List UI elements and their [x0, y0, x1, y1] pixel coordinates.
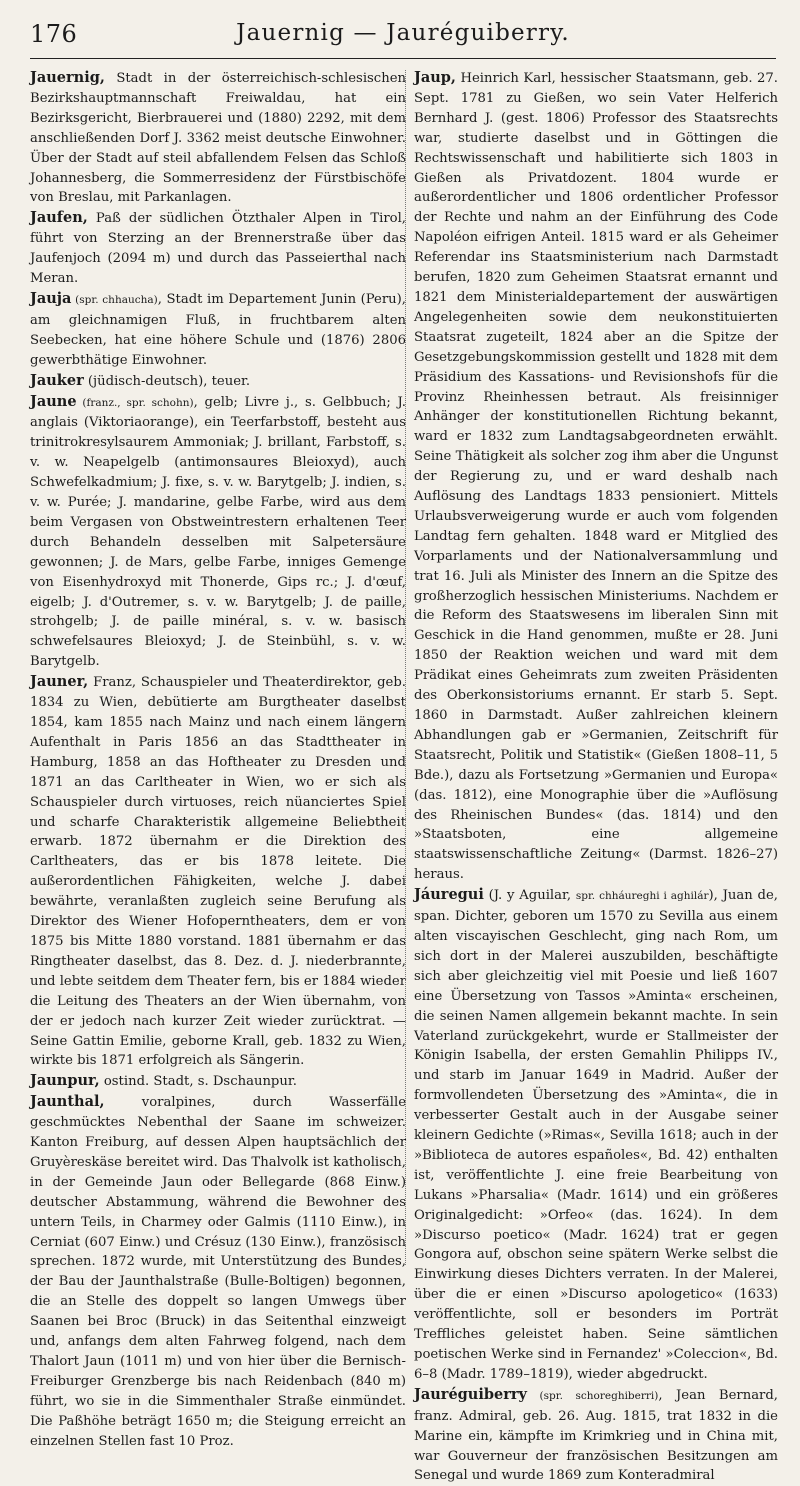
running-head: Jauernig — Jauréguiberry.	[236, 20, 570, 46]
left-column	[30, 68, 406, 1449]
headword: Jaufen,	[30, 209, 88, 227]
headword: Jáuregui	[414, 886, 484, 904]
headword: Jauréguiberry	[414, 1385, 527, 1403]
entry-jauner	[30, 672, 406, 1071]
entry-jaup	[414, 68, 778, 885]
entry-text: , gelb; Livre j., s. Gelbbuch; J. anglais (Viktoriaorange), ein Teerfarbstoff, besteht aus trinitrokresylsaurem Ammoniak; J. brillant, Farbstoff, s. v. w. Neapelgelb (antimonsaures Bleioxyd), auch Schwefelkadmium; J. fixe, s. v. w. Barytgelb; J. indien, s. v. w. Purée; J. mandarine, gelbe Farbe, wird aus dem beim Vergasen von Obstweintrestern erhaltenen Teer durch Behandeln desselben mit Salpetersäure gewonnen; J. de Mars, gelbe Farbe, inniges Gemenge von Eisenhydroxyd mit Thonerde, Gips rc.; J. d'œuf, eigelb; J. d'Outremer, s. v. w. Barytgelb; J. de paille, strohgelb; J. de paille minéral, s. v. w. basisch schwefelsaures Bleioxyd; J. de Steinbühl, s. v. w. Barytgelb.	[30, 394, 406, 670]
entry-text: ostind. Stadt, s. Dschaunpur.	[99, 1074, 297, 1090]
entry-jaunpur	[30, 1071, 406, 1092]
entry-jauker	[30, 371, 406, 392]
pronunciation: (spr. schoreghiberri)	[526, 1389, 659, 1402]
headword: Jauner,	[30, 673, 89, 691]
entry-text: (J. y Aguilar,	[483, 888, 576, 904]
pronunciation: (franz., spr. schohn)	[76, 396, 194, 409]
entry-jauja	[30, 289, 406, 371]
entry-text: Paß der südlichen Ötzthaler Alpen in Tirol, führt von Sterzing an der Brennerstraße über das Jaufenjoch (2094 m) und durch das Passeierthal nach Meran.	[30, 211, 406, 287]
entry-jaunthal	[30, 1092, 406, 1451]
entry-jauregui	[414, 885, 778, 1385]
pronunciation: spr. chháureghi i aghilár	[575, 890, 709, 903]
entry-text: Heinrich Karl, hessischer Staatsmann, geb. 27. Sept. 1781 zu Gießen, wo sein Vater Helferich Bernhard J. (gest. 1806) Professor des Staatsrechts war, studierte daselbst und in Göttingen die Rechtswissenschaft und habilitierte sich 1803 in Gießen als Privatdozent. 1804 wurde er außerordentlicher und 1806 ordentlicher Professor der Rechte und nahm an der Einführung des Code Napoléon eifrigen Anteil. 1815 ward er als Geheimer Referendar ins Staatsministerium nach Darmstadt berufen, 1820 zum Geheimen Staatsrat ernannt und 1821 dem Ministerialdepartement der auswärtigen Angelegenheiten sowie dem neukonstituierten Staatsrat zugeteilt, 1824 aber an die Spitze der Gesetzgebungskommission gestellt und 1828 mit dem Präsidium des Kassations- und Revisionshofs für die Provinz Rheinhessen betraut. Als freisinniger Anhänger der konstitutionellen Richtung bekannt, ward er 1832 zum Landtagsabgeordneten erwählt. Seine Thätigkeit als solcher zog ihm aber die Ungunst der Regierung zu, und er ward deshalb nach Auflösung des Landtags 1833 pensioniert. Mittels Urlaubsverweigerung wurde er auch vom folgenden Landtag fern gehalten. 1848 ward er Mitglied des Vorparlaments und der Nationalversammlung und trat 16. Juli als Minister des Innern an die Spitze des großherzoglich hessischen Ministeriums. Nachdem er die Reform des Staatswesens im liberalen Sinn mit Geschick in die Hand genommen, mußte er 28. Juni 1850 der Reaktion weichen und ward mit dem Prädikat eines Geheimrats zum zweiten Präsidenten des Oberkonsistoriums ernannt. Er starb 5. Sept. 1860 in Darmstadt. Außer zahlreichen kleinern Abhandlungen gab er »Germanien, Zeitschrift für Staatsrecht, Politik und Statistik« (Gießen 1808–11, 5 Bde.), dazu als Fortsetzung »Germanien und Europa« (das. 1812), eine Monographie über die »Auflösung des Rheinischen Bundes« (das. 1814) und den »Staatsboten, eine allgemeine staatswissenschaftliche Zeitung« (Darmst. 1826–27) heraus.	[414, 71, 778, 883]
page-header	[30, 14, 776, 59]
headword: Jaunthal,	[30, 1093, 105, 1111]
entry-text: , Jean Bernard, franz. Admiral, geb. 26. Aug. 1815, trat 1832 in die Marine ein, kämpfte im Krimkrieg und in China mit, war Gouverneur der französischen Besitzungen am Senegal und wurde 1869 zum Konteradmiral	[414, 1387, 778, 1484]
entry-text-cont: ), Juan de, span. Dichter, geboren um 1570 zu Sevilla aus einem alten viscayischen Geschlecht, ging nach Rom, um sich dort in der Malerei auszubilden, beschäftigte sich aber gleichzeitig viel mit Poesie und ließ 1607 eine Übersetzung von Tassos »Aminta« erscheinen, die seinen Namen allgemein bekannt machte. In sein Vaterland zurückgekehrt, wurde er Stallmeister der Königin Isabella, der ersten Gemahlin Philipps IV., und starb im Januar 1649 in Madrid. Außer der formvollendeten Übersetzung des »Aminta«, die in verbesserter Gestalt auch in der Ausgabe seiner kleinern Gedichte (»Rimas«, Sevilla 1618; auch in der »Biblioteca de autores españoles«, Bd. 42) enthalten ist, veröffentlichte J. eine freie Bearbeitung von Lukans »Pharsalia« (Madr. 1614) und ein größeres Originalgedicht: »Orfeo« (das. 1624). In dem »Discurso poetico« (Madr. 1624) trat er gegen Gongora auf, obschon seine spätern Werke selbst die Einwirkung dieses Dichters verraten. In der Malerei, über die er einen »Discurso apologetico« (1633) veröffentlichte, soll er besonders im Porträt Treffliches geleistet haben. Seine sämtlichen poetischen Werke sind in Fernandez' »Coleccion«, Bd. 6–8 (Madr. 1789–1819), wieder abgedruckt.	[414, 888, 778, 1382]
entry-text: (jüdisch-deutsch), teuer.	[83, 373, 251, 389]
headword: Jaunpur,	[30, 1072, 100, 1090]
entry-jaufen	[30, 208, 406, 289]
right-column	[414, 68, 778, 1484]
entry-text: Stadt in der österreichisch-schlesischen Bezirkshauptmannschaft Freiwaldau, hat ein Bezirksgericht, Bierbrauerei und (1880) 2292, mit dem anschließenden Dorf J. 3362 meist deutsche Einwohner. Über der Stadt auf steil abfallendem Felsen das Schloß Johannesberg, die Sommerresidenz der Fürstbischöfe von Breslau, mit Parkanlagen.	[30, 71, 406, 206]
entry-jaureguiberry	[414, 1385, 778, 1486]
headword: Jaune	[30, 392, 77, 410]
page-number: 176	[30, 20, 78, 48]
entry-jauernig	[30, 68, 406, 208]
headword: Jauernig,	[30, 69, 105, 86]
entry-jaune	[30, 392, 406, 673]
headword: Jauker	[30, 371, 84, 389]
entry-text: voralpines, durch Wasserfälle geschmücktes Nebenthal der Saane im schweizer. Kanton Freiburg, auf dessen Alpen hauptsächlich der Gruyèreskäse bereitet wird. Das Thalvolk ist katholisch, in der Gemeinde Jaun oder Bellegarde (868 Einw.) deutscher Abstammung, während die Bewohner des untern Teils, in Charmey oder Galmis (1110 Einw.), in Cerniat (607 Einw.) und Crésuz (130 Einw.), französisch sprechen. 1872 wurde, mit Unterstützung des Bundes, der Bau der Jaunthalstraße (Bulle-Boltigen) begonnen, die an Stelle des doppelt so langen Umwegs über Saanen bei Broc (Bruck) in das Seitenthal einzweigt und, anfangs dem alten Fahrweg folgend, nach dem Thalort Jaun (1011 m) und von hier über die Bernisch-Freiburger Grenzberge bis nach Reidenbach (840 m) führt, wo sie in die Simmenthaler Straße einmündet. Die Paßhöhe beträgt 1650 m; die Steigung erreicht an einzelnen Stellen fast 10 Proz.	[30, 1095, 406, 1449]
column-divider	[405, 70, 406, 1265]
entry-text: , Stadt im Departement Junin (Peru), am gleichnamigen Fluß, in fruchtbarem alten Seebecken, hat eine höhere Schule und (1876) 2806 gewerbthätige Einwohner.	[30, 291, 406, 368]
headword: Jaup,	[414, 69, 456, 86]
entry-text: Franz, Schauspieler und Theaterdirektor, geb. 1834 zu Wien, debütierte am Burgtheater daselbst 1854, kam 1855 nach Mainz und nach einem längern Aufenthalt in Paris 1856 an das Stadttheater in Hamburg, 1858 an das Hoftheater zu Dresden und 1871 an das Carltheater in Wien, wo er sich als Schauspieler durch virtuoses, reich nüanciertes Spiel und scharfe Charakteristik allgemeine Beliebtheit erwarb. 1872 übernahm er die Direktion des Carltheaters, das er bis 1878 leitete. Die außerordentlichen Fähigkeiten, welche J. dabei bewährte, veranlaßten zugleich seine Berufung als Direktor des Wiener Hofoperntheaters, dem er von 1875 bis Mitte 1880 vorstand. 1881 übernahm er das Ringtheater daselbst, das 8. Dez. d. J. niederbrannte, und lebte seitdem dem Theater fern, bis er 1884 wieder die Leitung des Theaters an der Wien übernahm, von der er jedoch nach kurzer Zeit wieder zurücktrat. — Seine Gattin Emilie, geborne Krall, geb. 1832 zu Wien, wirkte bis 1871 erfolgreich als Sängerin.	[30, 675, 406, 1069]
headword: Jauja	[30, 289, 72, 307]
pronunciation: (spr. chhaucha)	[71, 293, 158, 306]
